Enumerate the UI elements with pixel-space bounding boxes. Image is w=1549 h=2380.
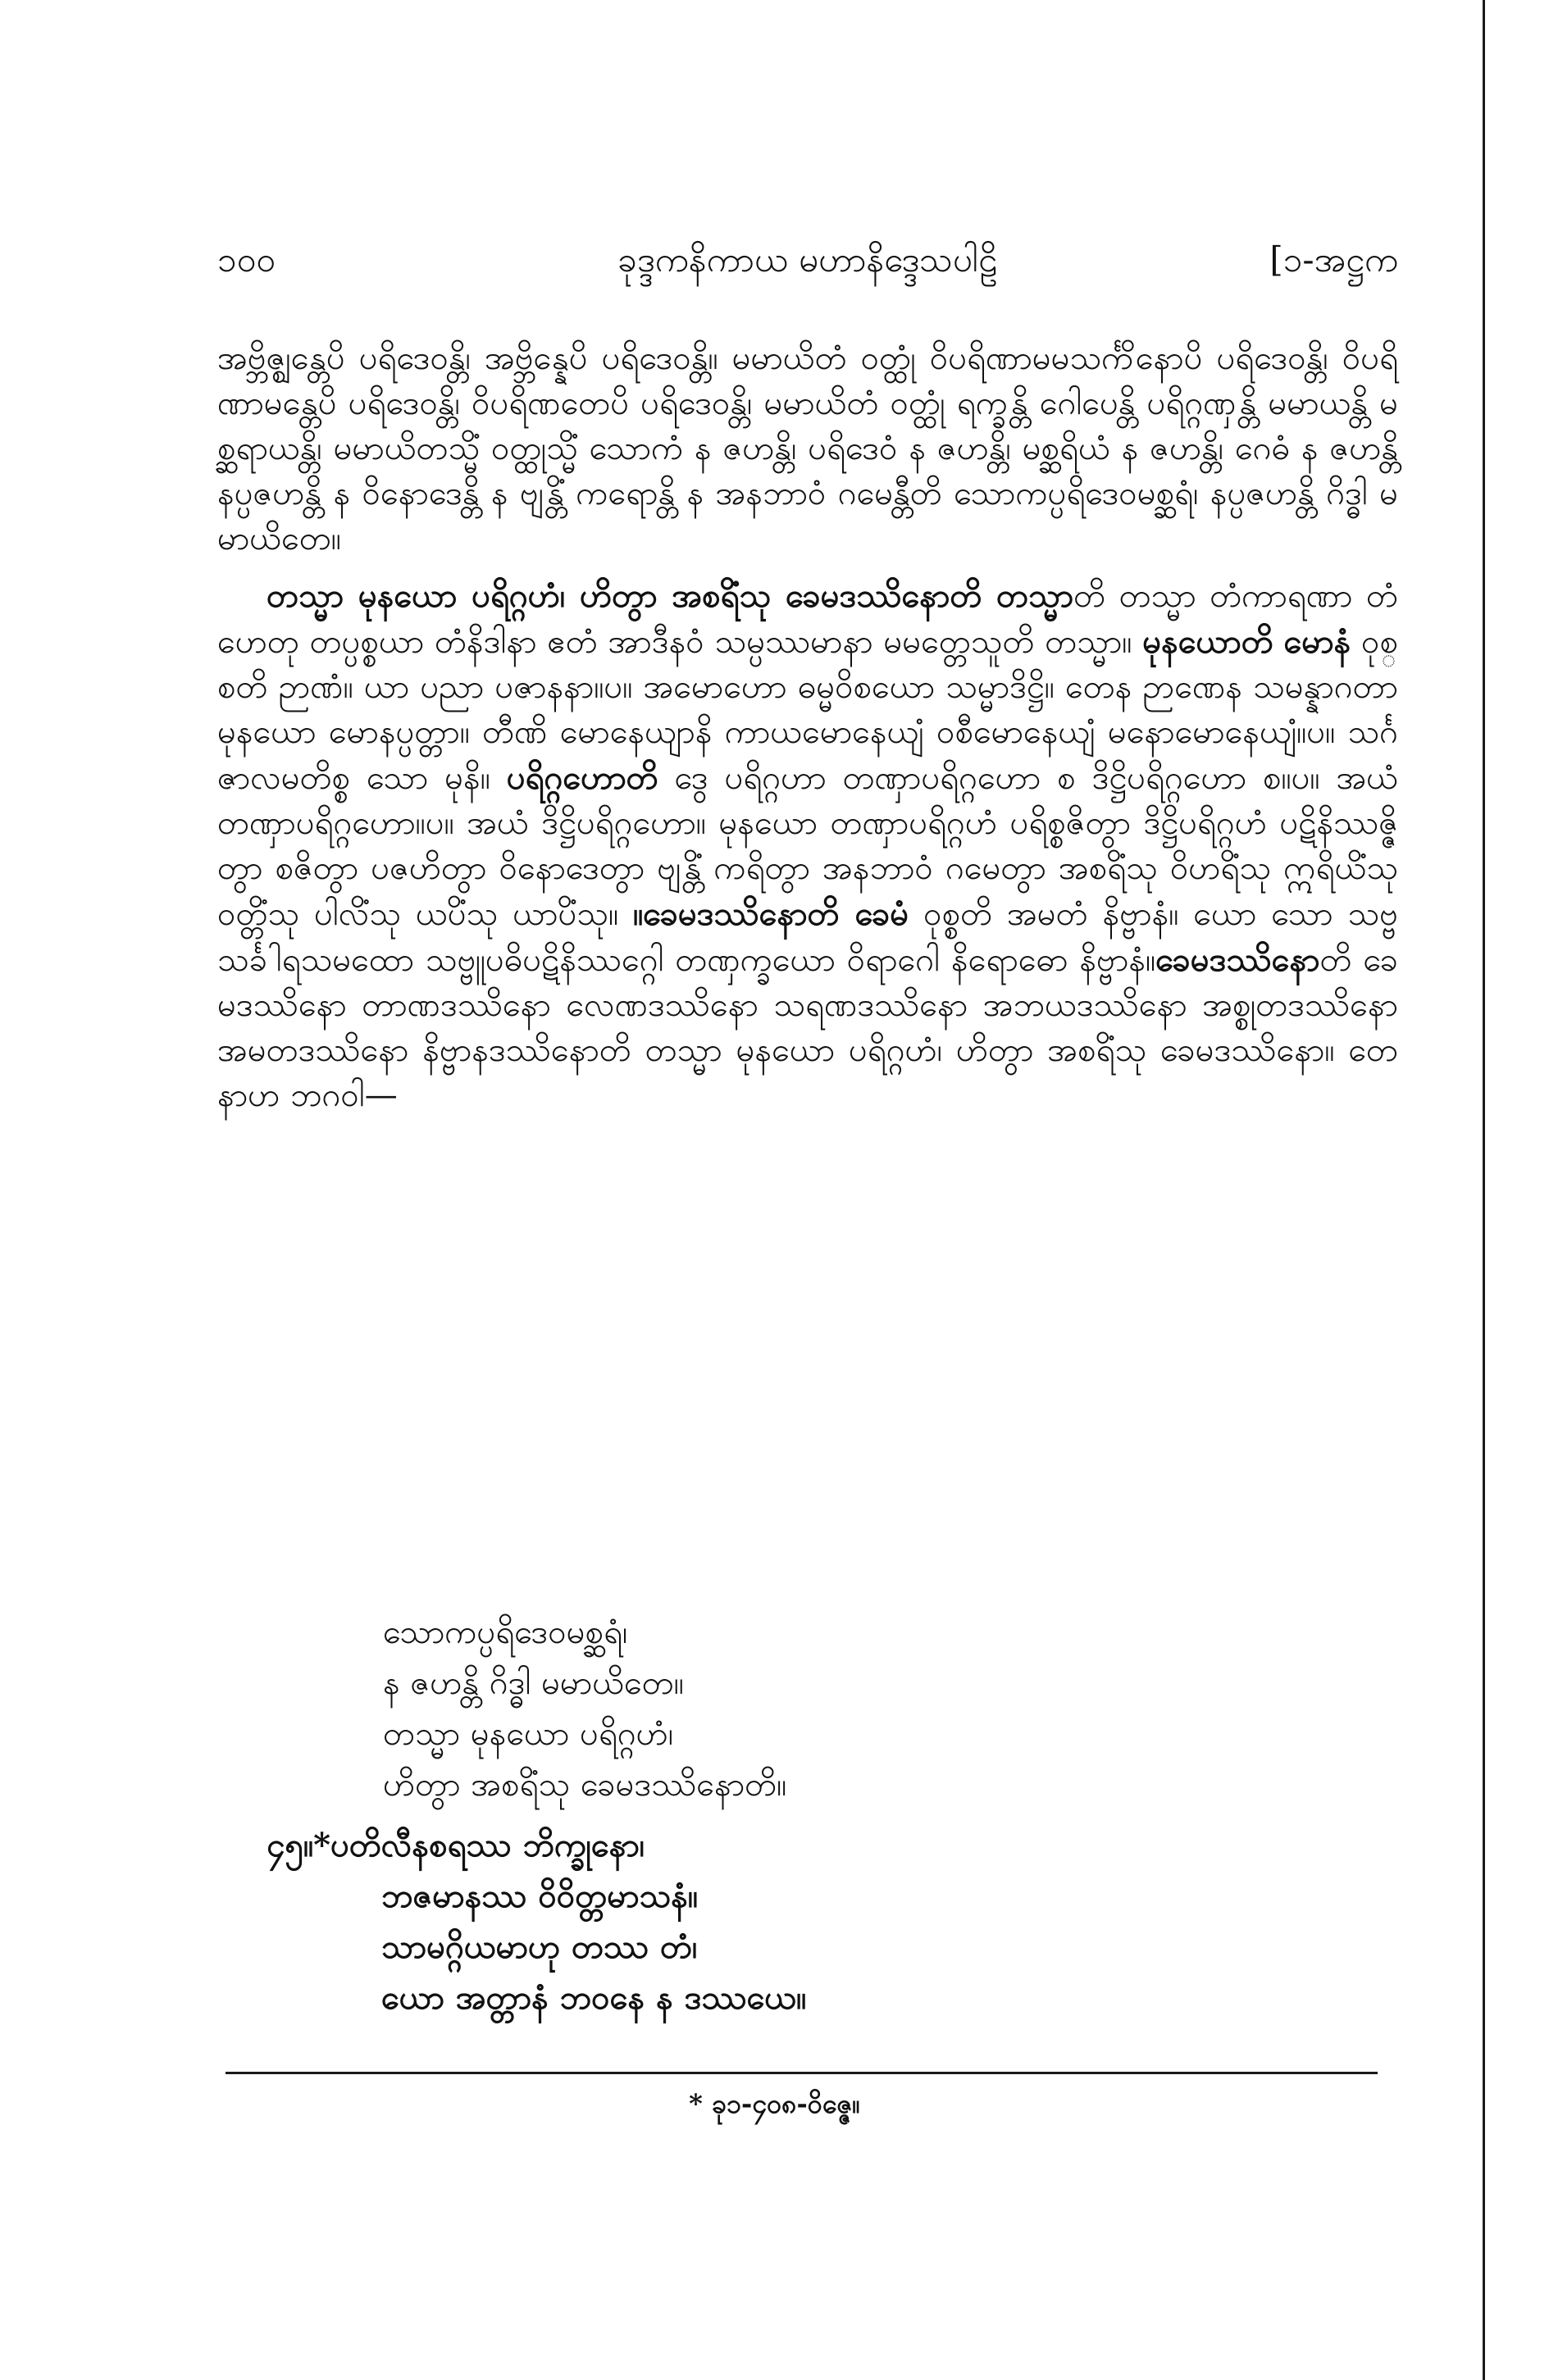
verse-line: သောကပ္ပရိဒေဝမစ္ဆရံ၊	[383, 1613, 628, 1651]
gatha-line: သာမဂ္ဂိယမာဟု တဿ တံ၊	[381, 1927, 698, 1966]
section-label: [၁-အဋ္ဌက	[1269, 239, 1398, 280]
running-header	[217, 238, 1398, 287]
footnote-marker: *	[313, 1826, 331, 1864]
paragraph: တသ္မာ မုနယော ပရိဂ္ဂဟံ၊ ဟိတွာ အစရိံသု ခေမဒဿိနောတိ တသ္မာတိ တသ္မာ တံကာရဏာ တံဟေတု တပ္ပစ္စယာ တံနိဒါနာ ဧတံ အာဒီနဝံ သမ္ပဿမာနာ မမတ္တေသူတိ တသ္မာ။ မုနယောတိ မောနံ ဝုစ္စတိ ဉာဏံ။ ယာ ပညာ ပဇာနနာ။ပ။ အမောဟော ဓမ္မဝိစယော သမ္မာဒိဋ္ဌိ။ တေန ဉာဏေန သမန္နာဂတာ မုနယော မောနပ္ပတ္တာ။ တီဏိ မောနေယျာနိ ကာယမောနေယျံ ဝစီမောနေယျံ မနောမောနေယျံ။ပ။ သင်္ဂဇာလမတိစ္စ သော မုနိ။ ပရိဂ္ဂဟောတိ ဒွေ ပရိဂ္ဂဟာ တဏှာပရိဂ္ဂဟော စ ဒိဋ္ဌိပရိဂ္ဂဟော စ။ပ။ အယံ တဏှာပရိဂ္ဂဟော။ပ။ အယံ ဒိဋ္ဌိပရိဂ္ဂဟော။ မုနယော တဏှာပရိဂ္ဂဟံ ပရိစ္စဇိတွာ ဒိဋ္ဌိပရိဂ္ဂဟံ ပဋိနိဿဇ္ဇိတွာ စဇိတွာ ပဇဟိတွာ ဝိနောဒေတွာ ဗျန္တိံ ကရိတွာ အနဘာဝံ ဂမေတွာ အစရိံသု ဝိဟရိံသု ဣရိယိံသု ဝတ္တိံသု ပါလိံသု ယပိံသု ယာပိံသု။ ။ခေမဒဿိနောတိ ခေမံ ဝုစ္စတိ အမတံ နိဗ္ဗာနံ။ ယော သော သဗ္ဗသင်္ခါရသမထော သဗ္ဗူပဓိပဋိနိဿဂ္ဂေါ တဏှက္ခယော ဝိရာဂေါ နိရောဓော နိဗ္ဗာနံ။ခေမဒဿိနောတိ ခေမဒဿိနော တာဏဒဿိနော လေဏဒဿိနော သရဏဒဿိနော အဘယဒဿိနော အစ္စုတဒဿိနော အမတဒဿိနော နိဗ္ဗာနဒဿိနောတိ တသ္မာ မုနယော ပရိဂ္ဂဟံ၊ ဟိတွာ အစရိံသု ခေမဒဿိနော။ တေနာဟ ဘဂဝါ—	[217, 576, 1399, 1114]
bold-term: မုနယောတိ	[1142, 622, 1273, 661]
page-edge-line	[1483, 0, 1485, 2380]
page-number: ၁၀၀	[217, 239, 276, 280]
verse-line: တသ္မာ မုနယော ပရိဂ္ဂဟံ၊	[383, 1715, 674, 1753]
quoted-verse	[383, 1607, 786, 1810]
gatha-line: ဘဇမာနဿ ဝိဝိတ္တမာသနံ။	[381, 1877, 698, 1915]
gatha-line: ယော အတ္တာနံ ဘဝနေ န ဒဿယေ။	[381, 1978, 807, 2017]
numbered-gatha	[267, 1820, 806, 2023]
bold-term: ။ခေမဒဿိနောတိ ခေမံ	[633, 894, 909, 933]
commentary-text	[217, 336, 1398, 1118]
bold-term: မောနံ	[1283, 622, 1351, 661]
footnote-divider	[226, 2072, 1378, 2074]
paragraph: အဗ္ဘိဇ္ဈန္တေပိ ပရိဒေဝန္တိ၊ အဗ္ဘိန္နေပိ ပရိဒေဝန္တိ။ မမာယိတံ ဝတ္ထုံ ဝိပရိဏာမမသင်္ကိနောပိ ပရိဒေဝန္တိ၊ ဝိပရိဏာမန္တေပိ ပရိဒေဝန္တိ၊ ဝိပရိဏတေပိ ပရိဒေဝန္တိ၊ မမာယိတံ ဝတ္ထုံ ရက္ခန္တိ ဂေါပေန္တိ ပရိဂ္ဂဏှန္တိ မမာယန္တိ မစ္ဆရာယန္တိ၊ မမာယိတသ္မိံ ဝတ္ထုသ္မိံ သောကံ န ဇဟန္တိ၊ ပရိဒေဝံ န ဇဟန္တိ၊ မစ္ဆရိယံ န ဇဟန္တိ၊ ဂေဓံ န ဇဟန္တိ နပ္ပဇဟန္တိ န ဝိနောဒေန္တိ န ဗျန္တိံ ကရောန္တိ န အနဘာဝံ ဂမေန္တီတိ သောကပ္ပရိဒေဝမစ္ဆရံ၊ နပ္ပဇဟန္တိ ဂိဒ္ဓါ မမာယိတေ။	[217, 339, 1398, 557]
bold-term: ခေမဒဿိနော	[1155, 940, 1320, 979]
footnote: * ခု၁-၄၀၈-ဝိဇ္ဇေ။	[689, 2088, 860, 2119]
verse-line: န ဇဟန္တိ ဂိဒ္ဓါ မမာယိတေ။	[383, 1664, 684, 1702]
book-title: ခုဒ္ဒကနိကာယ မဟာနိဒ္ဒေသပါဠိ	[617, 239, 998, 280]
gatha-line: ၄၅။*ပတိလီနစရဿ ဘိက္ခုနော၊	[267, 1826, 645, 1864]
verse-line: ဟိတွာ အစရိံသု ခေမဒဿိနောတိ။	[383, 1766, 787, 1804]
bold-phrase: တသ္မာ မုနယော ပရိဂ္ဂဟံ၊ ဟိတွာ အစရိံသု ခေမဒဿိနောတိ တသ္မာ	[267, 576, 1074, 615]
gatha-number: ၄၅။	[267, 1826, 314, 1864]
bold-term: ပရိဂ္ဂဟောတိ	[506, 758, 658, 797]
